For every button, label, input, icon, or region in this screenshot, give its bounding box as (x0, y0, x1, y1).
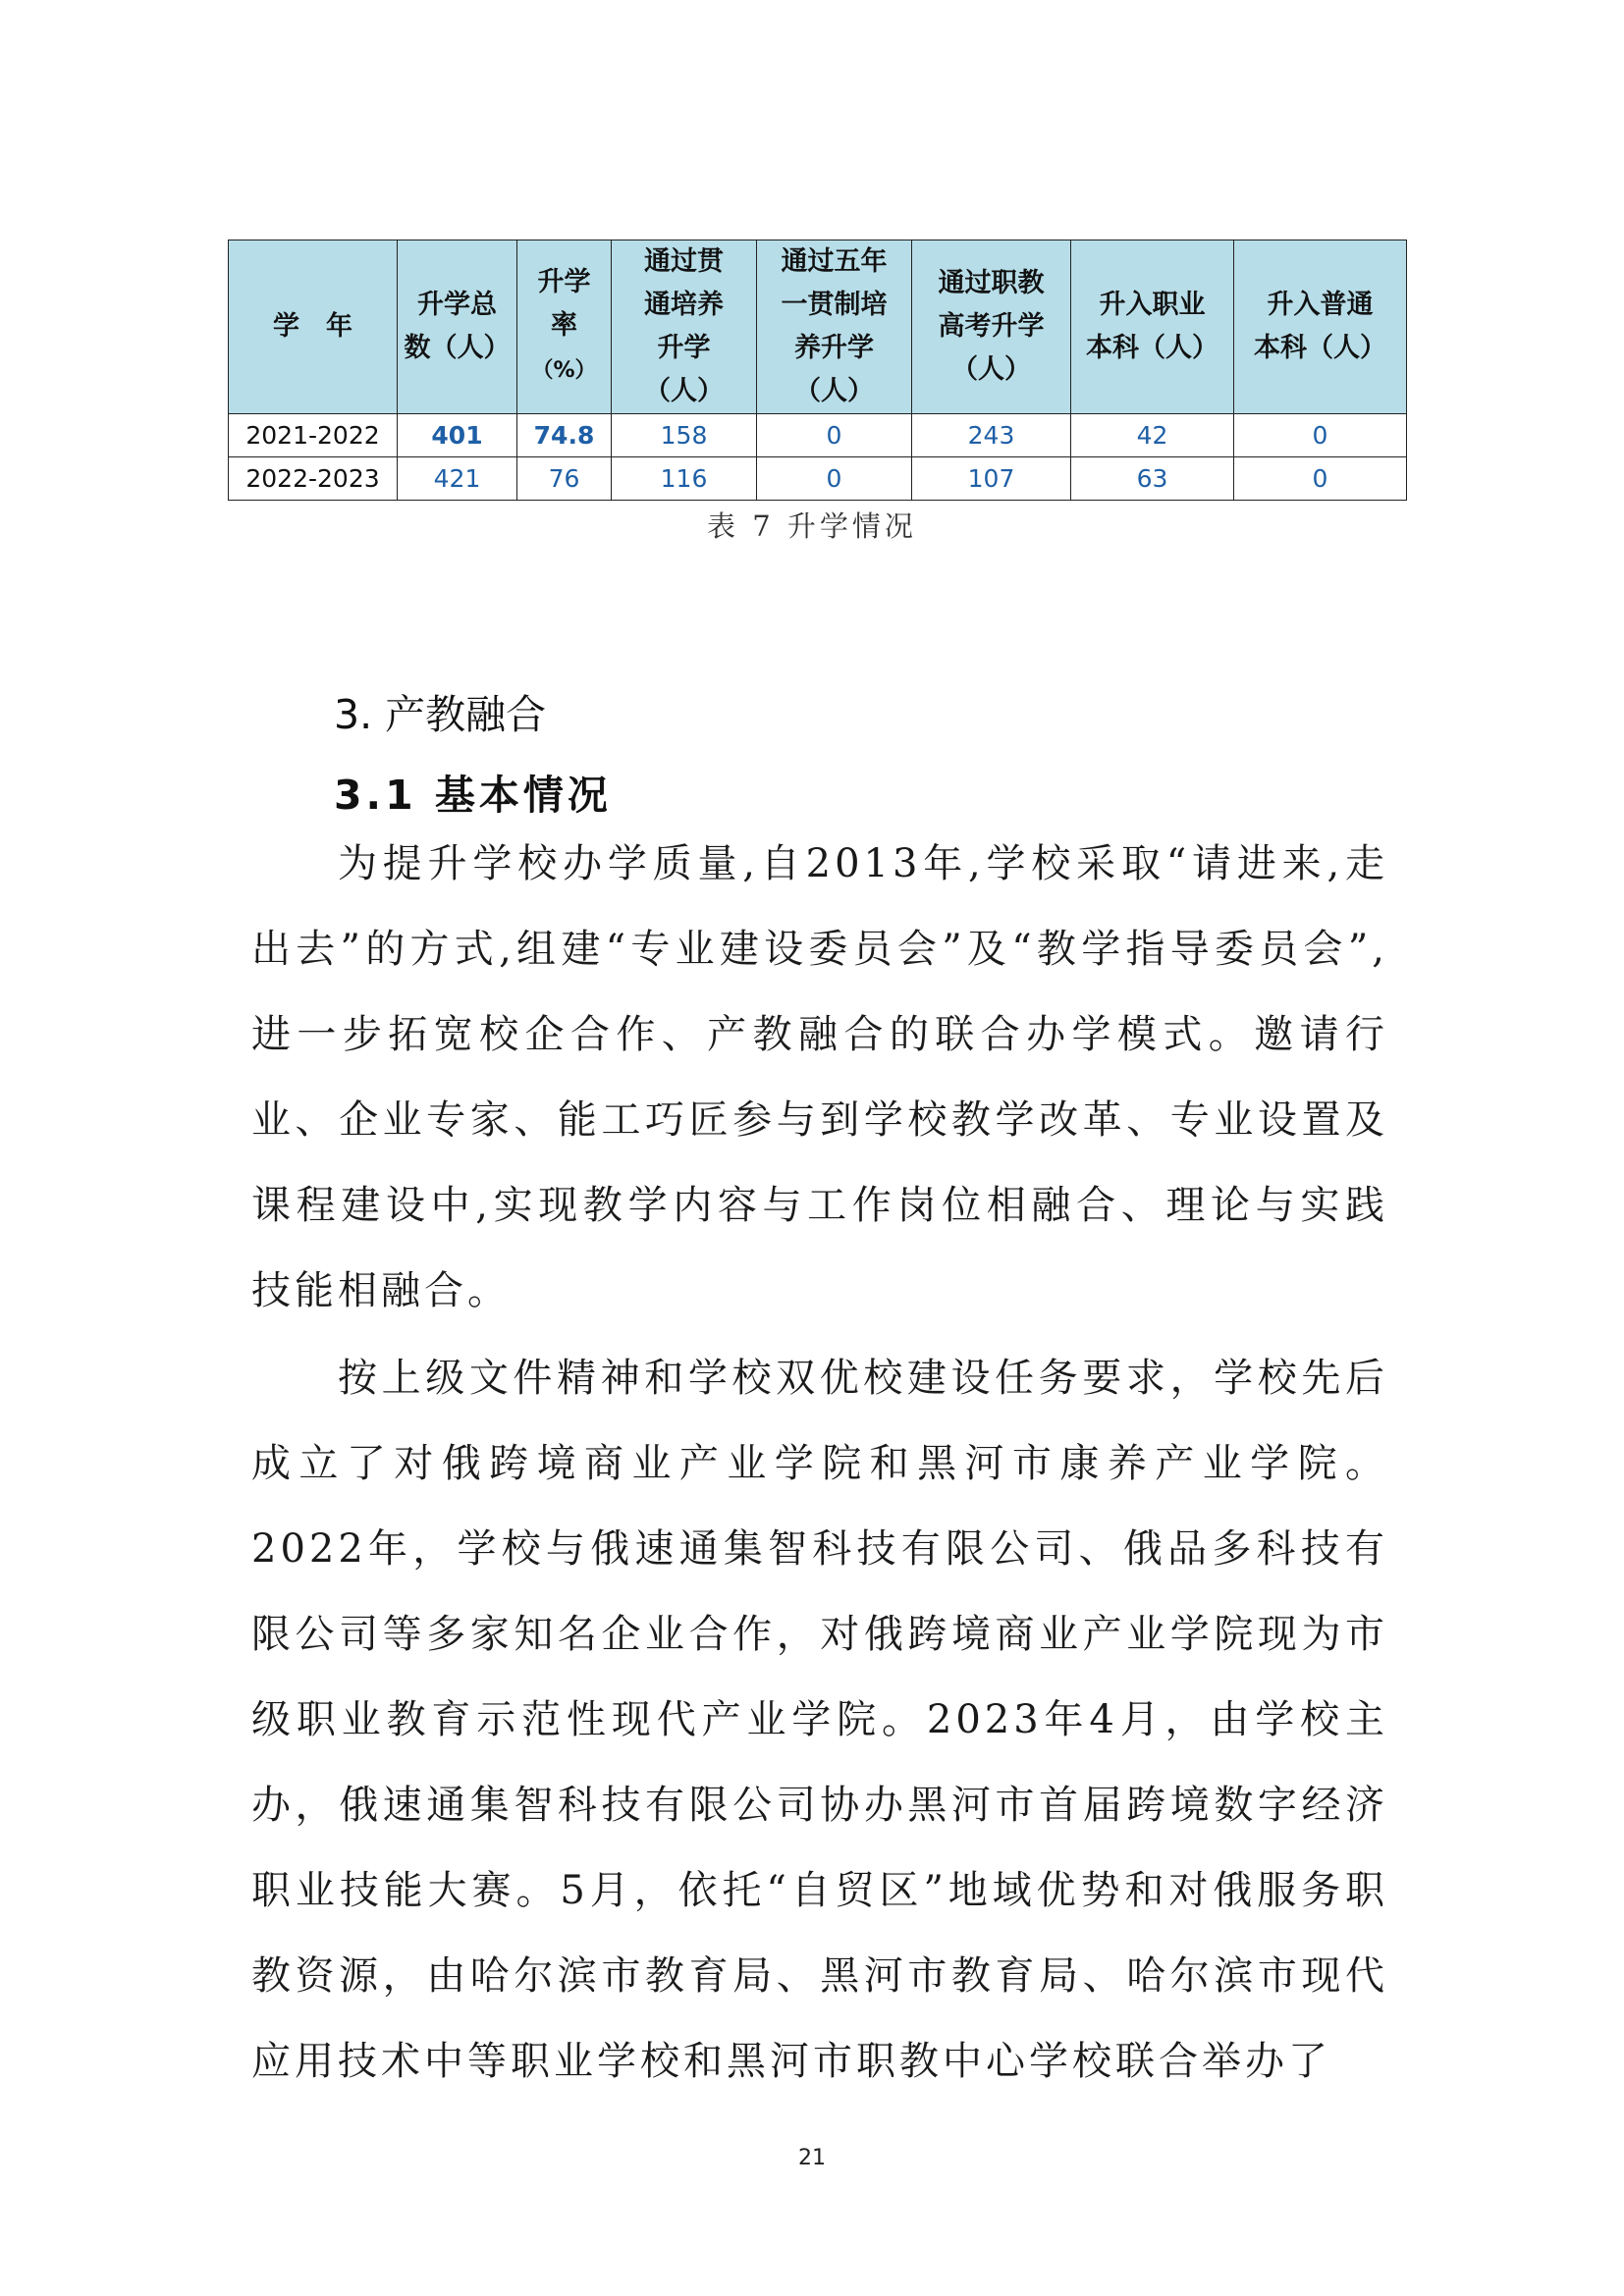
header-rate: 升学 率 （%） (517, 240, 612, 414)
table-row (229, 414, 1407, 457)
cell-year: 2022-2023 (229, 457, 398, 501)
header-five-year: 通过五年 一贯制培 养升学 （人） (757, 240, 912, 414)
cell-integrated: 116 (612, 457, 757, 501)
cell-general-bachelor: 0 (1234, 414, 1407, 457)
subsection-heading: 3.1 基本情况 (334, 772, 612, 819)
table-caption: 表 7 升学情况 (707, 509, 917, 543)
cell-total: 421 (398, 457, 517, 501)
header-total: 升学总 数（人） (398, 240, 517, 414)
cell-vocational-bachelor: 42 (1071, 414, 1234, 457)
body-paragraph: 为提升学校办学质量,自2013年,学校采取“请进来,走出去”的方式,组建“专业建设委员会”及“教学指导委员会”,进一步拓宽校企合作、产教融合的联合办学模式。邀请行业、企业专家、能工巧匠参与到学校教学改革、专业设置及课程建设中,实现教学内容与工作岗位相融合、理论与实践技能相融合。 (251, 841, 1388, 1313)
cell-rate: 76 (517, 457, 612, 501)
cell-vocational-exam: 243 (912, 414, 1071, 457)
table-header-row (229, 240, 1407, 414)
cell-total: 401 (398, 414, 517, 457)
header-general-bachelor: 升入普通 本科（人） (1234, 240, 1407, 414)
header-vocational-bachelor: 升入职业 本科（人） (1071, 240, 1234, 414)
header-integrated: 通过贯 通培养 升学 （人） (612, 240, 757, 414)
header-year: 学 年 (229, 240, 398, 414)
body-paragraph: 按上级文件精神和学校双优校建设任务要求，学校先后成立了对俄跨境商业产业学院和黑河市康养产业学院。2022年，学校与俄速通集智科技有限公司、俄品多科技有限公司等多家知名企业合作，对俄跨境商业产业学院现为市级职业教育示范性现代产业学院。2023年4月，由学校主办，俄速通集智科技有限公司协办黑河市首届跨境数字经济职业技能大赛。5月，依托“自贸区”地域优势和对俄服务职教资源，由哈尔滨市教育局、黑河市教育局、哈尔滨市现代应用技术中等职业学校和黑河市职教中心学校联合举办了 (251, 1356, 1388, 2084)
cell-five-year: 0 (757, 414, 912, 457)
cell-year: 2021-2022 (229, 414, 398, 457)
table-row (229, 457, 1407, 501)
cell-general-bachelor: 0 (1234, 457, 1407, 501)
header-vocational-exam: 通过职教 高考升学 （人） (912, 240, 1071, 414)
section-heading: 3. 产教融合 (334, 691, 547, 738)
cell-vocational-exam: 107 (912, 457, 1071, 501)
enrollment-table (228, 240, 1407, 501)
cell-integrated: 158 (612, 414, 757, 457)
page-number: 21 (798, 2146, 826, 2170)
cell-five-year: 0 (757, 457, 912, 501)
cell-vocational-bachelor: 63 (1071, 457, 1234, 501)
cell-rate: 74.8 (517, 414, 612, 457)
